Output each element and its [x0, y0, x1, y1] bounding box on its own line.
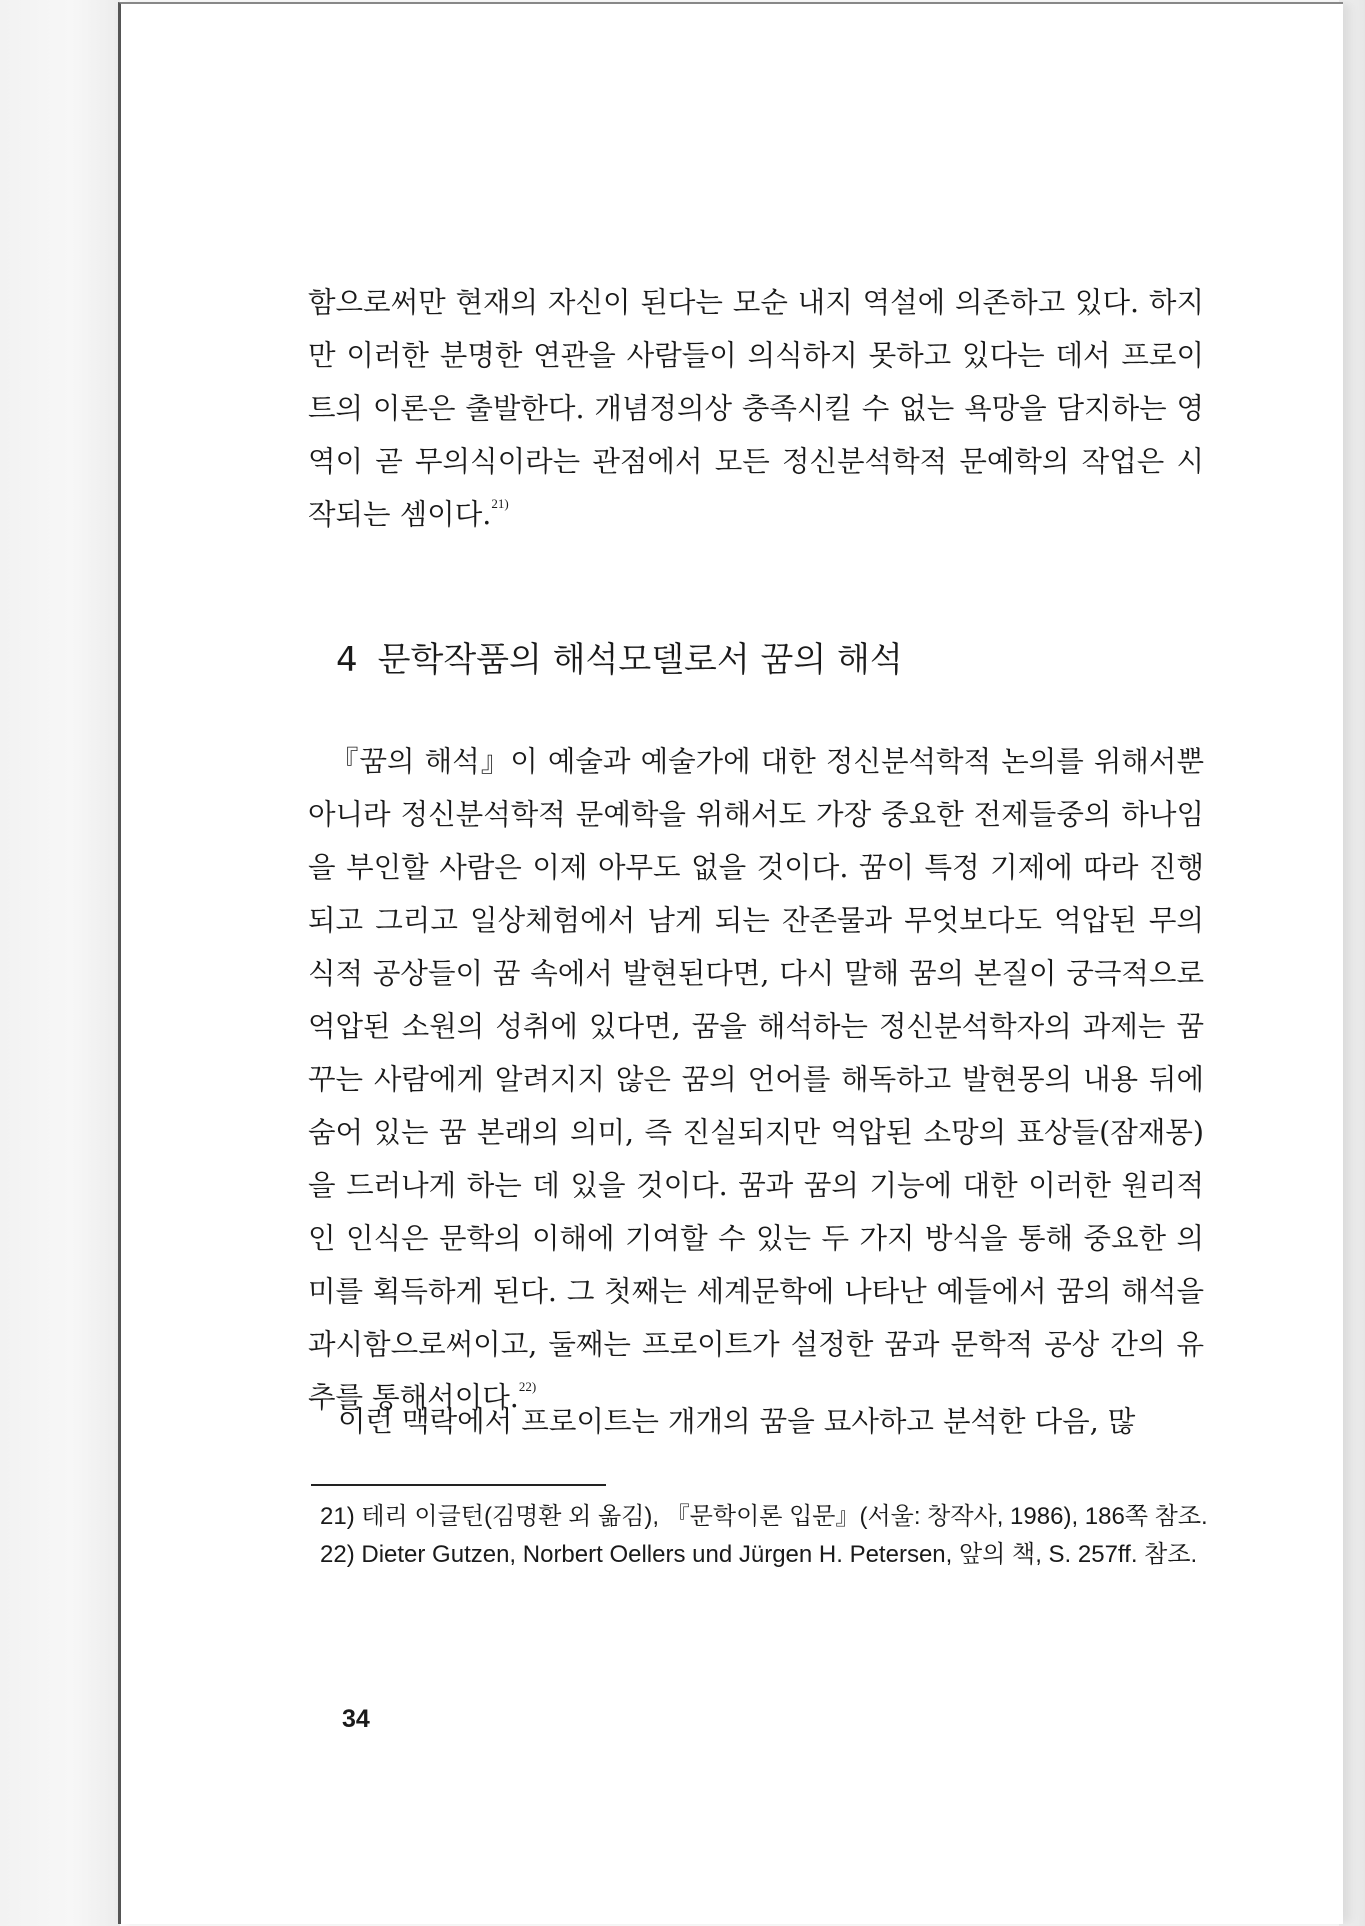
footnote-separator [311, 1484, 606, 1486]
paragraph-1-text: 함으로써만 현재의 자신이 된다는 모순 내지 역설에 의존하고 있다. 하지만 이러한 분명한 연관을 사람들이 의식하지 못하고 있다는 데서 프로이트의 이론은 출발한다. 개념정의상 충족시킬 수 없는 욕망을 담지하는 영역이 곧 무의식이라는 관점에서 모든 정신분석학적 문예학의 작업은 시작되는 셈이다. [308, 286, 1204, 531]
paragraph-3 [308, 1395, 1204, 1448]
paragraph-2 [308, 735, 1204, 1424]
paragraph-1 [308, 276, 1204, 541]
footnote-22 [320, 1536, 1208, 1574]
section-number: 4 [336, 640, 358, 680]
section-title: 문학작품의 해석모델로서 꿈의 해석 [377, 640, 903, 680]
footnote-text: Dieter Gutzen, Norbert Oellers und Jürgen H. Petersen, 앞의 책, S. 257ff. 참조. [361, 1541, 1198, 1568]
footnotes [320, 1498, 1208, 1574]
page-number: 34 [342, 1705, 370, 1733]
section-heading [336, 636, 903, 684]
footnote-ref-22: 22) [518, 1379, 537, 1394]
paragraph-2-text: 『꿈의 해석』이 예술과 예술가에 대한 정신분석학적 논의를 위해서뿐 아니라 정신분석학적 문예학을 위해서도 가장 중요한 전제들중의 하나임을 부인할 사람은 이제 아무도 없을 것이다. 꿈이 특정 기제에 따라 진행되고 그리고 일상체험에서 남게 되는 잔존물과 무엇보다도 억압된 무의식적 공상들이 꿈 속에서 발현된다면, 다시 말해 꿈의 본질이 궁극적으로 억압된 소원의 성취에 있다면, 꿈을 해석하는 정신분석학자의 과제는 꿈꾸는 사람에게 알려지지 않은 꿈의 언어를 해독하고 발현몽의 내용 뒤에 숨어 있는 꿈 본래의 의미, 즉 진실되지만 억압된 소망의 표상들(잠재몽)을 드러나게 하는 데 있을 것이다. 꿈과 꿈의 기능에 대한 이러한 원리적인 인식은 문학의 이해에 기여할 수 있는 두 가지 방식을 통해 중요한 의미를 획득하게 된다. 그 첫째는 세계문학에 나타난 예들에서 꿈의 해석을 과시함으로써이고, 둘째는 프로이트가 설정한 꿈과 문학적 공상 간의 유추를 통해서이다. [308, 745, 1204, 1414]
left-page-margin [0, 0, 120, 1926]
footnote-ref-21: 21) [491, 496, 509, 511]
footnote-text: 테리 이글턴(김명환 외 옮김), 『문학이론 입문』(서울: 창작사, 1986), 186쪽 참조. [361, 1503, 1208, 1530]
paragraph-3-text: 이런 맥락에서 프로이트는 개개의 꿈을 묘사하고 분석한 다음, 많 [338, 1405, 1136, 1438]
footnote-label: 22) [320, 1541, 355, 1568]
footnote-label: 21) [320, 1503, 355, 1530]
footnote-21 [320, 1498, 1208, 1536]
